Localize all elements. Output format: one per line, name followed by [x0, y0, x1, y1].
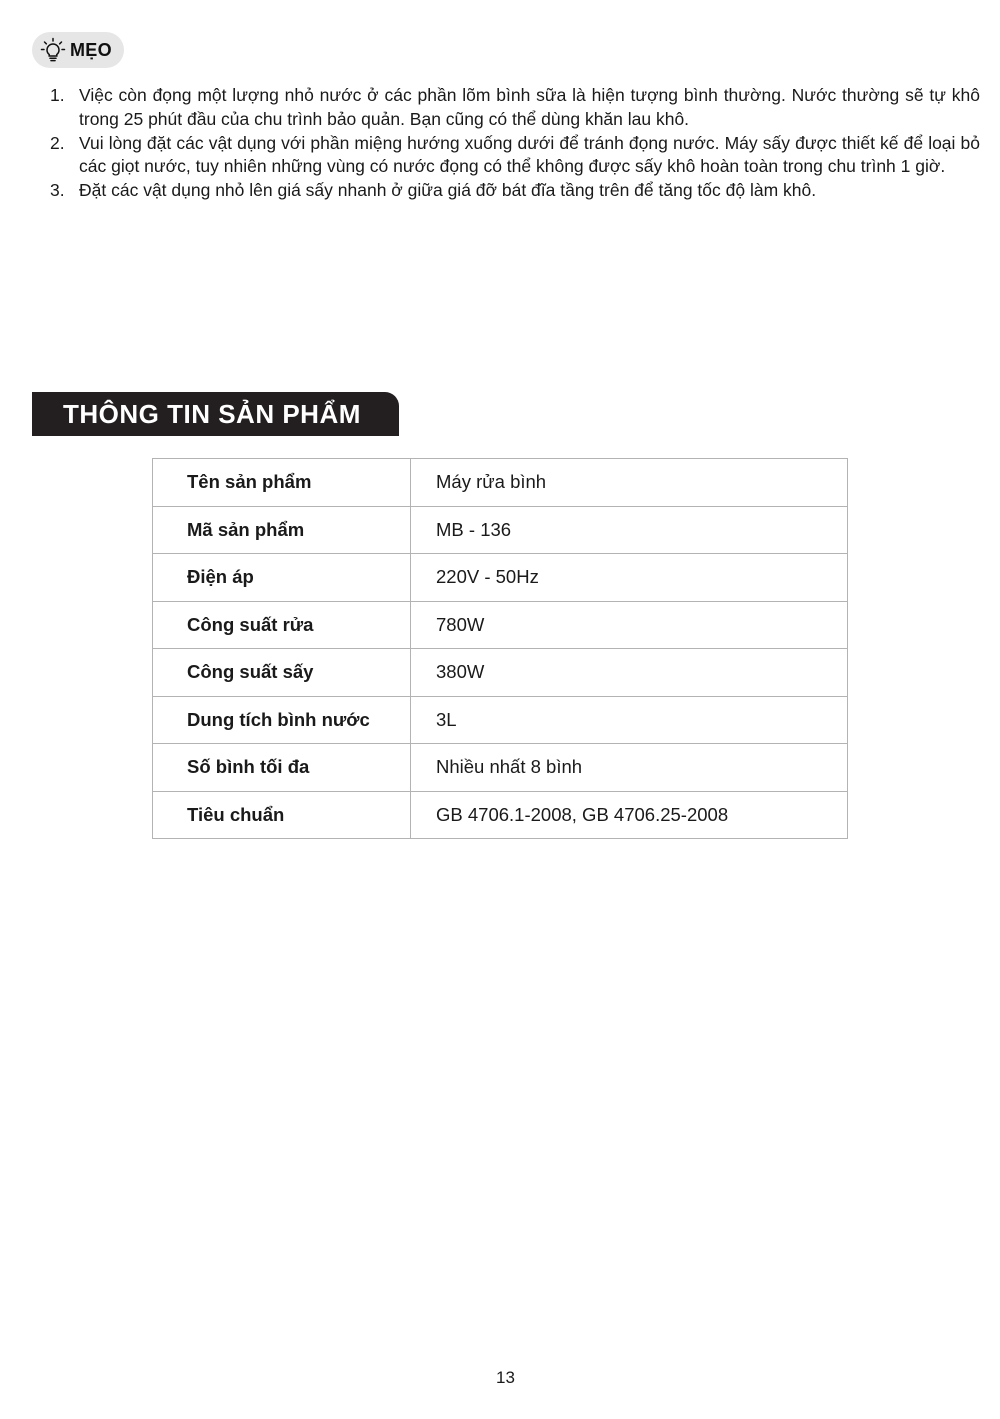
table-row	[153, 696, 848, 744]
tip-item	[50, 132, 980, 180]
table-row	[153, 791, 848, 839]
table-row	[153, 506, 848, 554]
table-row	[153, 601, 848, 649]
spec-value: Nhiều nhất 8 bình	[411, 744, 848, 792]
spec-value: MB - 136	[411, 506, 848, 554]
tip-number: 1.	[50, 85, 65, 105]
spec-label: Dung tích bình nước	[153, 696, 411, 744]
spec-label: Tên sản phẩm	[153, 459, 411, 507]
tips-list	[50, 84, 980, 203]
tip-text: Việc còn đọng một lượng nhỏ nước ở các phần lõm bình sữa là hiện tượng bình thường. Nước thường sẽ tự khô trong 25 phút đầu của chu trình bảo quản. Bạn cũng có thể dùng khăn lau khô.	[79, 85, 980, 129]
spec-value: 3L	[411, 696, 848, 744]
spec-label: Công suất rửa	[153, 601, 411, 649]
spec-label: Công suất sấy	[153, 649, 411, 697]
spec-label: Số bình tối đa	[153, 744, 411, 792]
table-row	[153, 649, 848, 697]
tip-text: Vui lòng đặt các vật dụng với phần miệng hướng xuống dưới để tránh đọng nước. Máy sấy được thiết kế để loại bỏ các giọt nước, tuy nhiên những vùng có nước đọng có thể không được sấy khô hoàn toàn trong chu trình 1 giờ.	[79, 132, 980, 177]
tip-text: Đặt các vật dụng nhỏ lên giá sấy nhanh ở giữa giá đỡ bát đĩa tầng trên để tăng tốc độ làm khô.	[79, 180, 817, 201]
spec-value: 380W	[411, 649, 848, 697]
table-row	[153, 459, 848, 507]
table-row	[153, 744, 848, 792]
spec-value: 220V - 50Hz	[411, 554, 848, 602]
page-number: 13	[496, 1368, 515, 1387]
tip-badge	[32, 32, 124, 68]
spec-table	[152, 458, 848, 839]
spec-value: GB 4706.1-2008, GB 4706.25-2008	[411, 791, 848, 839]
tip-item	[50, 84, 980, 132]
spec-label: Tiêu chuẩn	[153, 791, 411, 839]
tip-number: 2.	[50, 132, 65, 153]
spec-value: 780W	[411, 601, 848, 649]
spec-value: Máy rửa bình	[411, 459, 848, 507]
spec-label: Điện áp	[153, 554, 411, 602]
spec-label: Mã sản phẩm	[153, 506, 411, 554]
section-title: THÔNG TIN SẢN PHẨM	[32, 392, 399, 436]
table-row	[153, 554, 848, 602]
tip-item	[50, 179, 980, 203]
tip-number: 3.	[50, 180, 65, 201]
tip-label: MẸO	[70, 39, 112, 60]
lightbulb-icon	[40, 37, 66, 63]
